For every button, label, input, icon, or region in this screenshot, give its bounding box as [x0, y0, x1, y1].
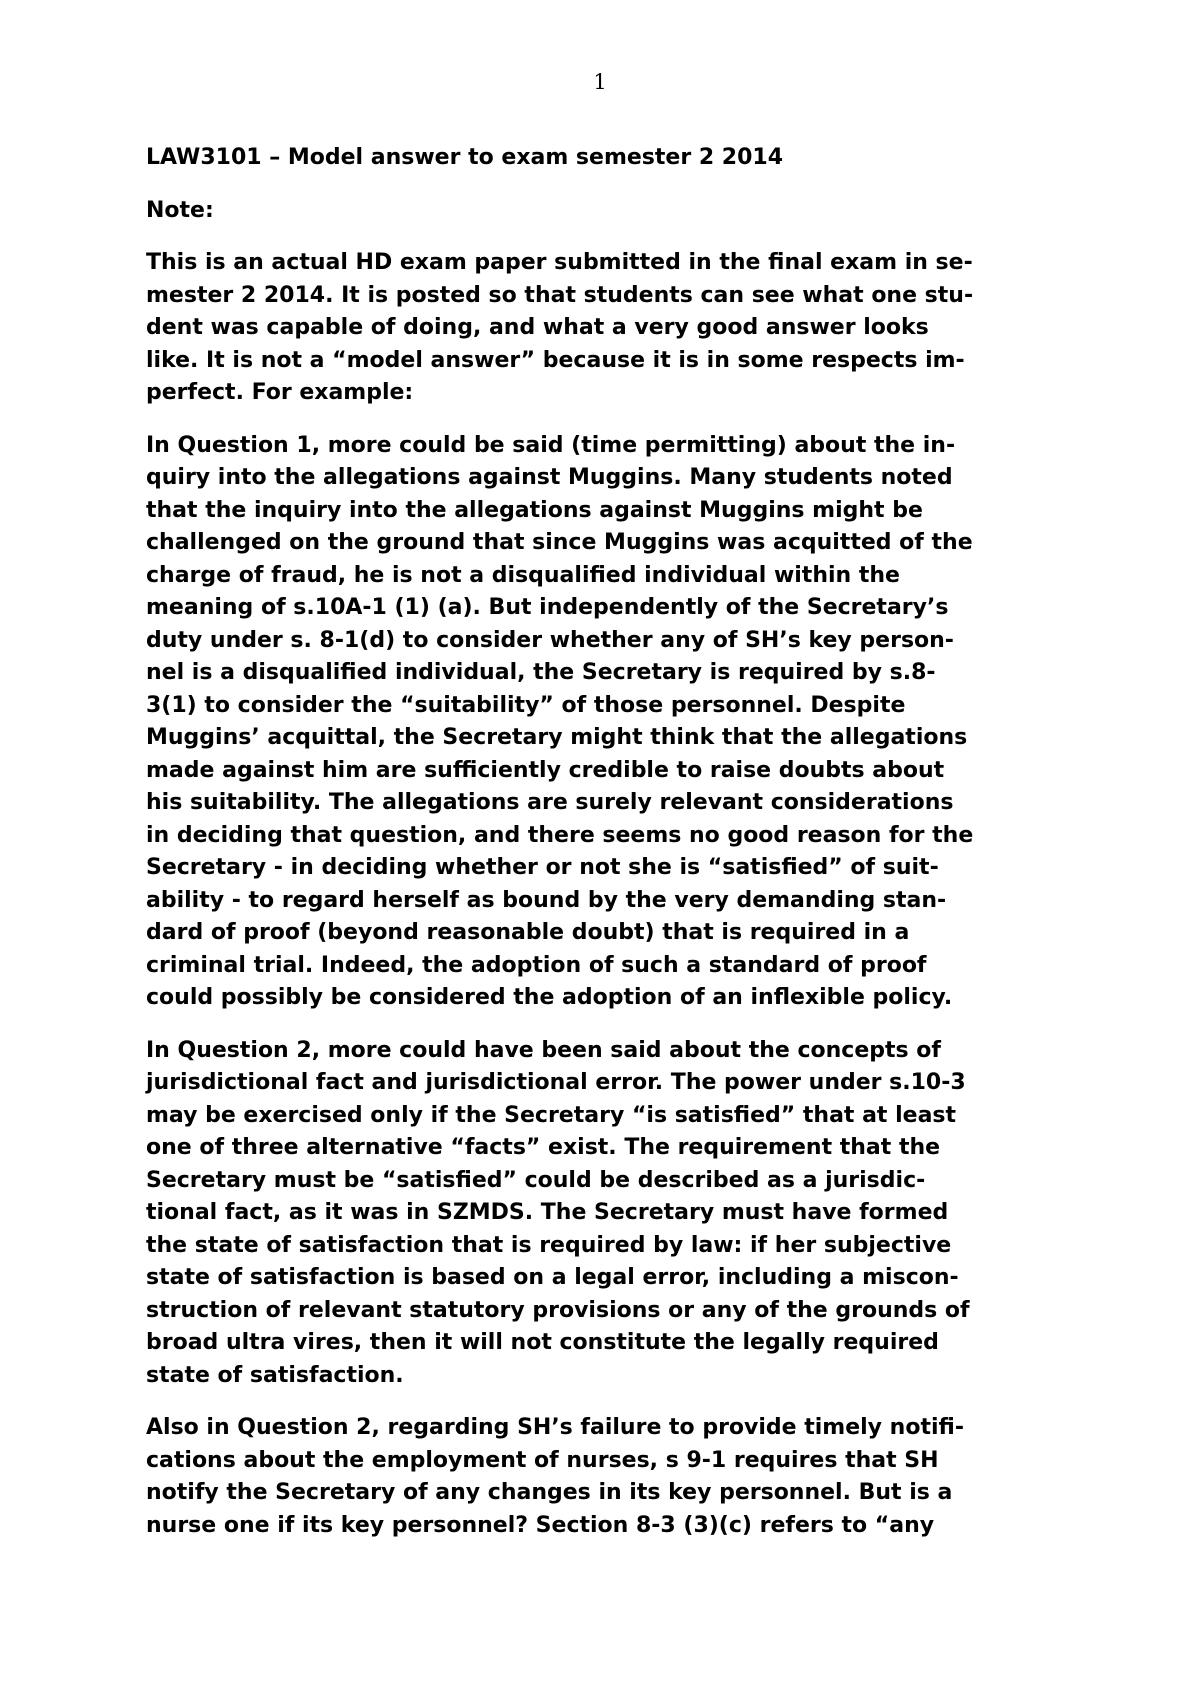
text-line: Also in Question 2, regarding SH’s failure to provide timely notifi- [146, 1415, 964, 1440]
text-line: dard of proof (beyond reasonable doubt) that is required in a [146, 920, 910, 945]
page-number: 1 [593, 70, 607, 94]
text-line: mester 2 2014. It is posted so that students can see what one stu- [146, 282, 974, 308]
text-line: cations about the employment of nurses, s 9-1 requires that SH [146, 1447, 939, 1473]
text-line: state of satisfaction is based on a legal error, including a miscon- [146, 1265, 959, 1290]
text-line: nurse one if its key personnel? Section 8-3 (3)(c) refers to “any [146, 1512, 935, 1538]
text-line: criminal trial. Indeed, the adoption of such a standard of proof [146, 952, 927, 978]
text-line: notify the Secretary of any changes in its key personnel. But is a [146, 1480, 953, 1505]
text-line: This is an actual HD exam paper submitted in the final exam in se- [146, 250, 973, 275]
body-paragraph [146, 247, 1066, 410]
text-line: may be exercised only if the Secretary “is satisfied” that at least [146, 1102, 957, 1128]
text-line: Secretary must be “satisfied” could be described as a jurisdic- [146, 1167, 926, 1193]
text-line: tional fact, as it was in SZMDS. The Secretary must have formed [146, 1200, 949, 1225]
text-line: In Question 2, more could have been said about the concepts of [146, 1037, 941, 1063]
text-line: challenged on the ground that since Muggins was acquitted of the [146, 530, 973, 555]
note-label: Note: [146, 197, 214, 223]
text-line: that the inquiry into the allegations against Muggins might be [146, 497, 923, 523]
text-line: his suitability. The allegations are surely relevant considerations [146, 790, 954, 815]
text-line: state of satisfaction. [146, 1362, 404, 1388]
text-line: jurisdictional fact and jurisdictional error. The power under s.10-3 [146, 1070, 966, 1095]
document-title: LAW3101 – Model answer to exam semester 2 2014 [146, 145, 784, 170]
text-line: In Question 1, more could be said (time permitting) about the in- [146, 432, 956, 458]
text-line: duty under s. 8-1(d) to consider whether any of SH’s key person- [146, 627, 954, 653]
paragraph-list [146, 247, 1066, 1542]
body-paragraph [146, 430, 1066, 1015]
body-paragraph [146, 1035, 1066, 1393]
text-line: could possibly be considered the adoption of an inflexible policy. [146, 985, 953, 1010]
text-line: dent was capable of doing, and what a very good answer looks [146, 315, 929, 340]
text-line: ability - to regard herself as bound by the very demanding stan- [146, 887, 947, 913]
text-line: Muggins’ acquittal, the Secretary might think that the allegations [146, 725, 968, 750]
text-line: 3(1) to consider the “suitability” of those personnel. Despite [146, 692, 906, 718]
text-line: the state of satisfaction that is required by law: if her subjective [146, 1232, 952, 1258]
text-line: like. It is not a “model answer” because it is in some respects im- [146, 347, 965, 373]
document-body [146, 142, 1066, 1562]
text-line: Secretary - in deciding whether or not she is “satisfied” of suit- [146, 855, 939, 880]
text-line: meaning of s.10A-1 (1) (a). But independently of the Secretary’s [146, 595, 949, 620]
text-line: perfect. For example: [146, 380, 414, 405]
text-line: nel is a disqualified individual, the Secretary is required by s.8- [146, 660, 936, 685]
text-line: made against him are sufficiently credible to raise doubts about [146, 757, 945, 783]
text-line: struction of relevant statutory provisions or any of the grounds of [146, 1297, 970, 1323]
text-line: quiry into the allegations against Muggins. Many students noted [146, 465, 953, 490]
text-line: charge of fraud, he is not a disqualified individual within the [146, 562, 900, 588]
text-line: broad ultra vires, then it will not constitute the legally required [146, 1330, 939, 1355]
text-line: in deciding that question, and there seems no good reason for the [146, 822, 974, 848]
text-line: one of three alternative “facts” exist. The requirement that the [146, 1135, 941, 1160]
body-paragraph [146, 1412, 1066, 1542]
